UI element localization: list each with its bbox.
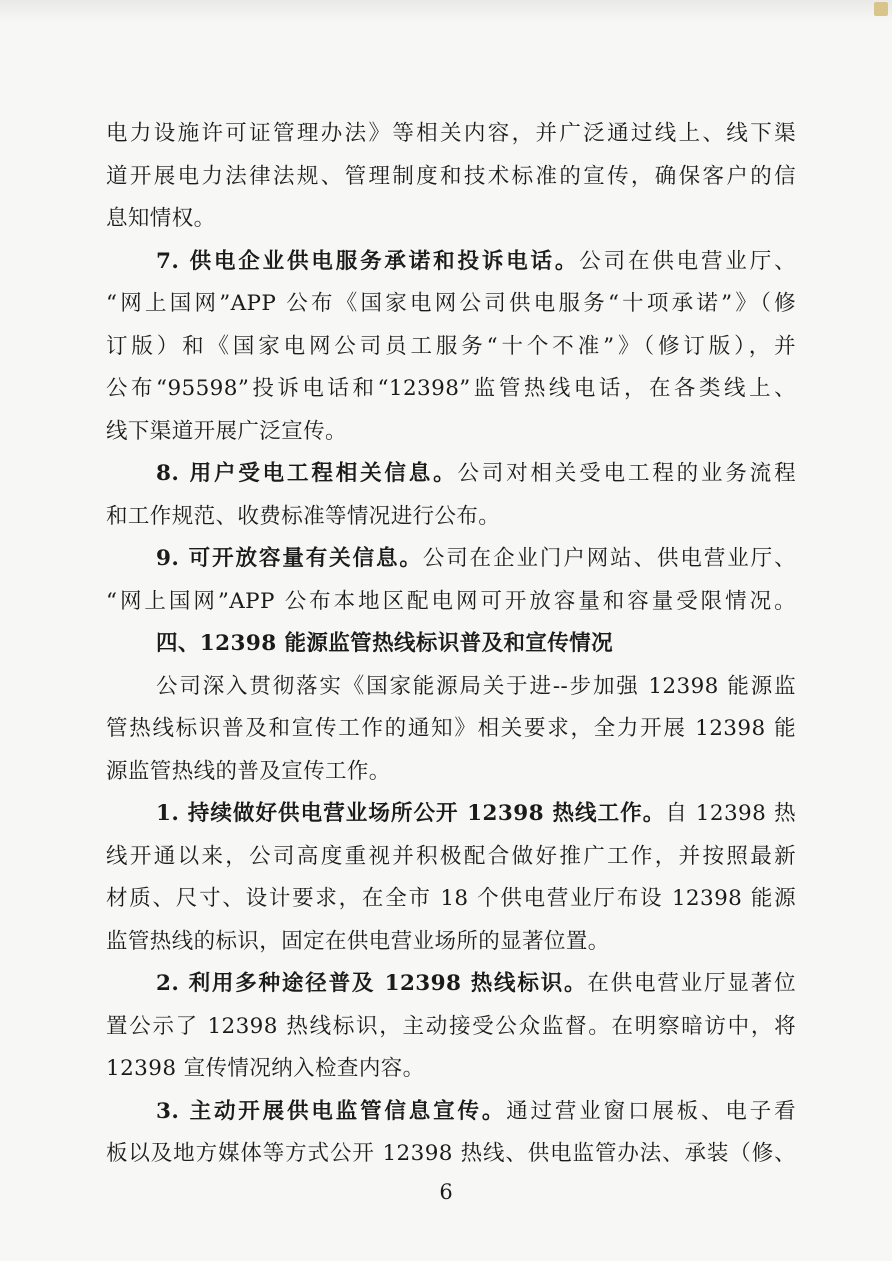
text-line <box>106 241 796 284</box>
line-text: 订版）和《国家电网公司员工服务“十个不准”》（修订版），并 <box>106 333 796 359</box>
text-line <box>106 156 796 199</box>
line-text: 道开展电力法律法规、管理制度和技术标准的宣传，确保客户的信 <box>106 163 796 189</box>
line-text: 息知情权。 <box>106 206 216 231</box>
item-heading: 8. 用户受电工程相关信息。 <box>156 461 458 486</box>
text-line <box>106 708 796 751</box>
line-text: 12398 宣传情况纳入检查内容。 <box>106 1056 425 1081</box>
line-text: 公司在企业门户网站、供电营业厅、 <box>422 546 796 571</box>
item-heading: 1. 持续做好供电营业场所公开 12398 热线工作。 <box>156 801 666 826</box>
scan-edge <box>0 0 892 22</box>
line-text: 监管热线的标识，固定在供电营业场所的显著位置。 <box>106 928 610 954</box>
line-text: 公司对相关受电工程的业务流程 <box>457 461 796 486</box>
text-line <box>106 198 796 241</box>
text-line <box>106 283 796 326</box>
text-line <box>106 538 796 581</box>
text-line <box>106 326 796 369</box>
line-text: 线下渠道开展广泛宣传。 <box>106 418 347 444</box>
text-line <box>106 1091 796 1134</box>
line-text: 置公示了 12398 热线标识，主动接受公众监督。在明察暗访中，将 <box>106 1013 796 1039</box>
line-text: 和工作规范、收费标准等情况进行公布。 <box>106 503 501 529</box>
line-text: 在供电营业厅显著位 <box>587 971 796 996</box>
document-body <box>106 113 796 1176</box>
line-text: 公司深入贯彻落实《国家能源局关于进--步加强 12398 能源监 <box>156 673 796 699</box>
line-text: 电力设施许可证管理办法》等相关内容，并广泛通过线上、线下渠 <box>106 121 796 146</box>
item-heading: 7. 供电企业供电服务承诺和投诉电话。 <box>156 248 580 274</box>
text-line <box>106 496 796 539</box>
text-line <box>106 751 796 794</box>
line-text: 板以及地方媒体等方式公开 12398 热线、供电监管办法、承装（修、 <box>106 1141 796 1166</box>
line-text: 材质、尺寸、设计要求，在全市 18 个供电营业厅布设 12398 能源 <box>106 886 796 911</box>
text-line <box>106 1006 796 1049</box>
line-text: “网上国网”APP 公布《国家电网公司供电服务“十项承诺”》（修 <box>106 291 796 316</box>
text-line <box>106 793 796 836</box>
text-line <box>106 581 796 624</box>
line-text: 源监管热线的普及宣传工作。 <box>106 758 391 784</box>
item-heading: 9. 可开放容量有关信息。 <box>156 546 423 571</box>
line-text: 公布“95598”投诉电话和“12398”监管热线电话，在各类线上、 <box>106 376 796 401</box>
text-line <box>106 921 796 964</box>
section-heading: 四、12398 能源监管热线标识普及和宣传情况 <box>156 631 613 656</box>
line-text: 通过营业窗口展板、电子看 <box>506 1098 797 1124</box>
text-line <box>106 453 796 496</box>
text-line <box>106 113 796 156</box>
text-line <box>106 1133 796 1176</box>
item-heading: 3. 主动开展供电监管信息宣传。 <box>156 1098 507 1124</box>
line-text: 自 12398 热 <box>665 801 796 826</box>
text-line <box>106 411 796 454</box>
text-line <box>106 623 796 666</box>
corner-tab <box>874 2 888 16</box>
line-text: “网上国网”APP 公布本地区配电网可开放容量和容量受限情况。 <box>106 588 796 614</box>
line-text: 线开通以来，公司高度重视并积极配合做好推广工作，并按照最新 <box>106 843 796 869</box>
text-line <box>106 878 796 921</box>
item-heading: 2. 利用多种途径普及 12398 热线标识。 <box>156 971 588 996</box>
text-line <box>106 963 796 1006</box>
text-line <box>106 1048 796 1091</box>
line-text: 公司在供电营业厅、 <box>579 248 797 274</box>
text-line <box>106 836 796 879</box>
text-line <box>106 666 796 709</box>
page-number: 6 <box>439 1180 453 1204</box>
text-line <box>106 368 796 411</box>
line-text: 管热线标识普及和宣传工作的通知》相关要求，全力开展 12398 能 <box>106 716 796 741</box>
